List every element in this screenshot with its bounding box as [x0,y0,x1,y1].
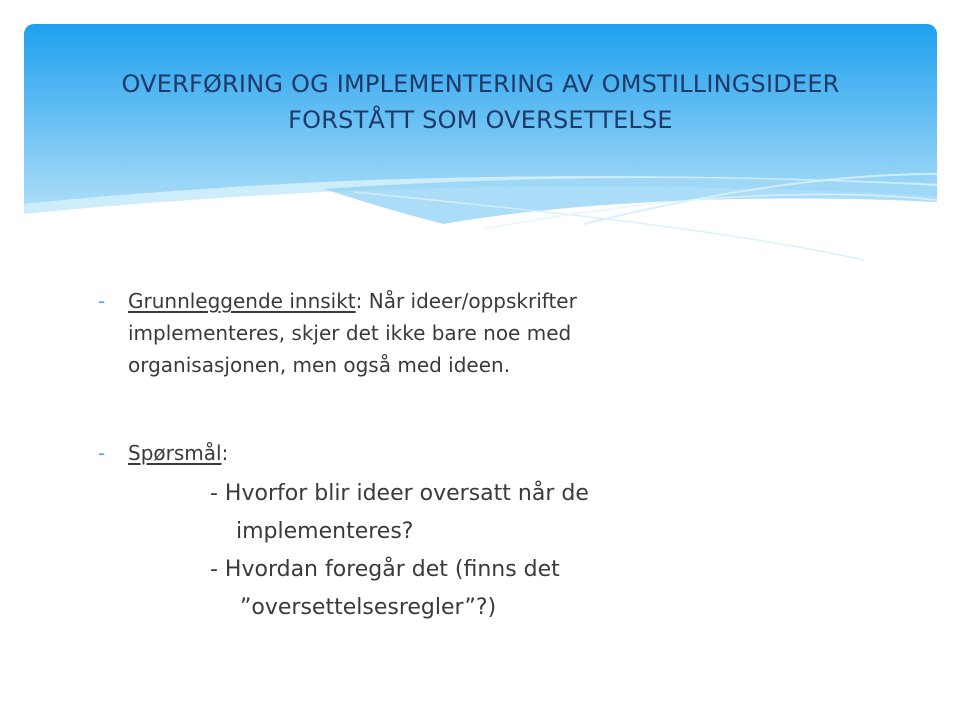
header-banner [24,24,937,264]
slide-title [24,66,937,138]
question-1-line-2: implementeres? [236,519,414,544]
slide-title-line-1: OVERFØRING OG IMPLEMENTERING AV OMSTILLINGSIDEER [121,70,840,98]
bullet-label-insight: Grunnleggende innsikt [128,289,356,313]
bullet-dash: - [98,289,106,313]
bullet-text-line-3: organisasjonen, men også med ideen. [128,353,511,377]
bullet-label-questions: Spørsmål [128,441,222,465]
question-2-line-2: ”oversettelsesregler”?) [240,595,497,620]
bullet-text-line-2: implementeres, skjer det ikke bare noe med [128,321,572,345]
bullet-dash: - [98,441,106,465]
bullet-colon: : [221,441,229,465]
question-1-line-1: - Hvorfor blir ideer oversatt når de [210,481,589,506]
header-wave-graphic [24,24,937,264]
slide-title-line-2: FORSTÅTT SOM OVERSETTELSE [288,106,673,134]
question-2-line-1: - Hvordan foregår det (finns det [210,557,560,582]
bullet-list [98,285,858,627]
bullet-text-line-1: : Når ideer/oppskrifter [355,289,577,313]
bullet-insight [98,285,858,381]
bullet-questions [98,437,858,469]
